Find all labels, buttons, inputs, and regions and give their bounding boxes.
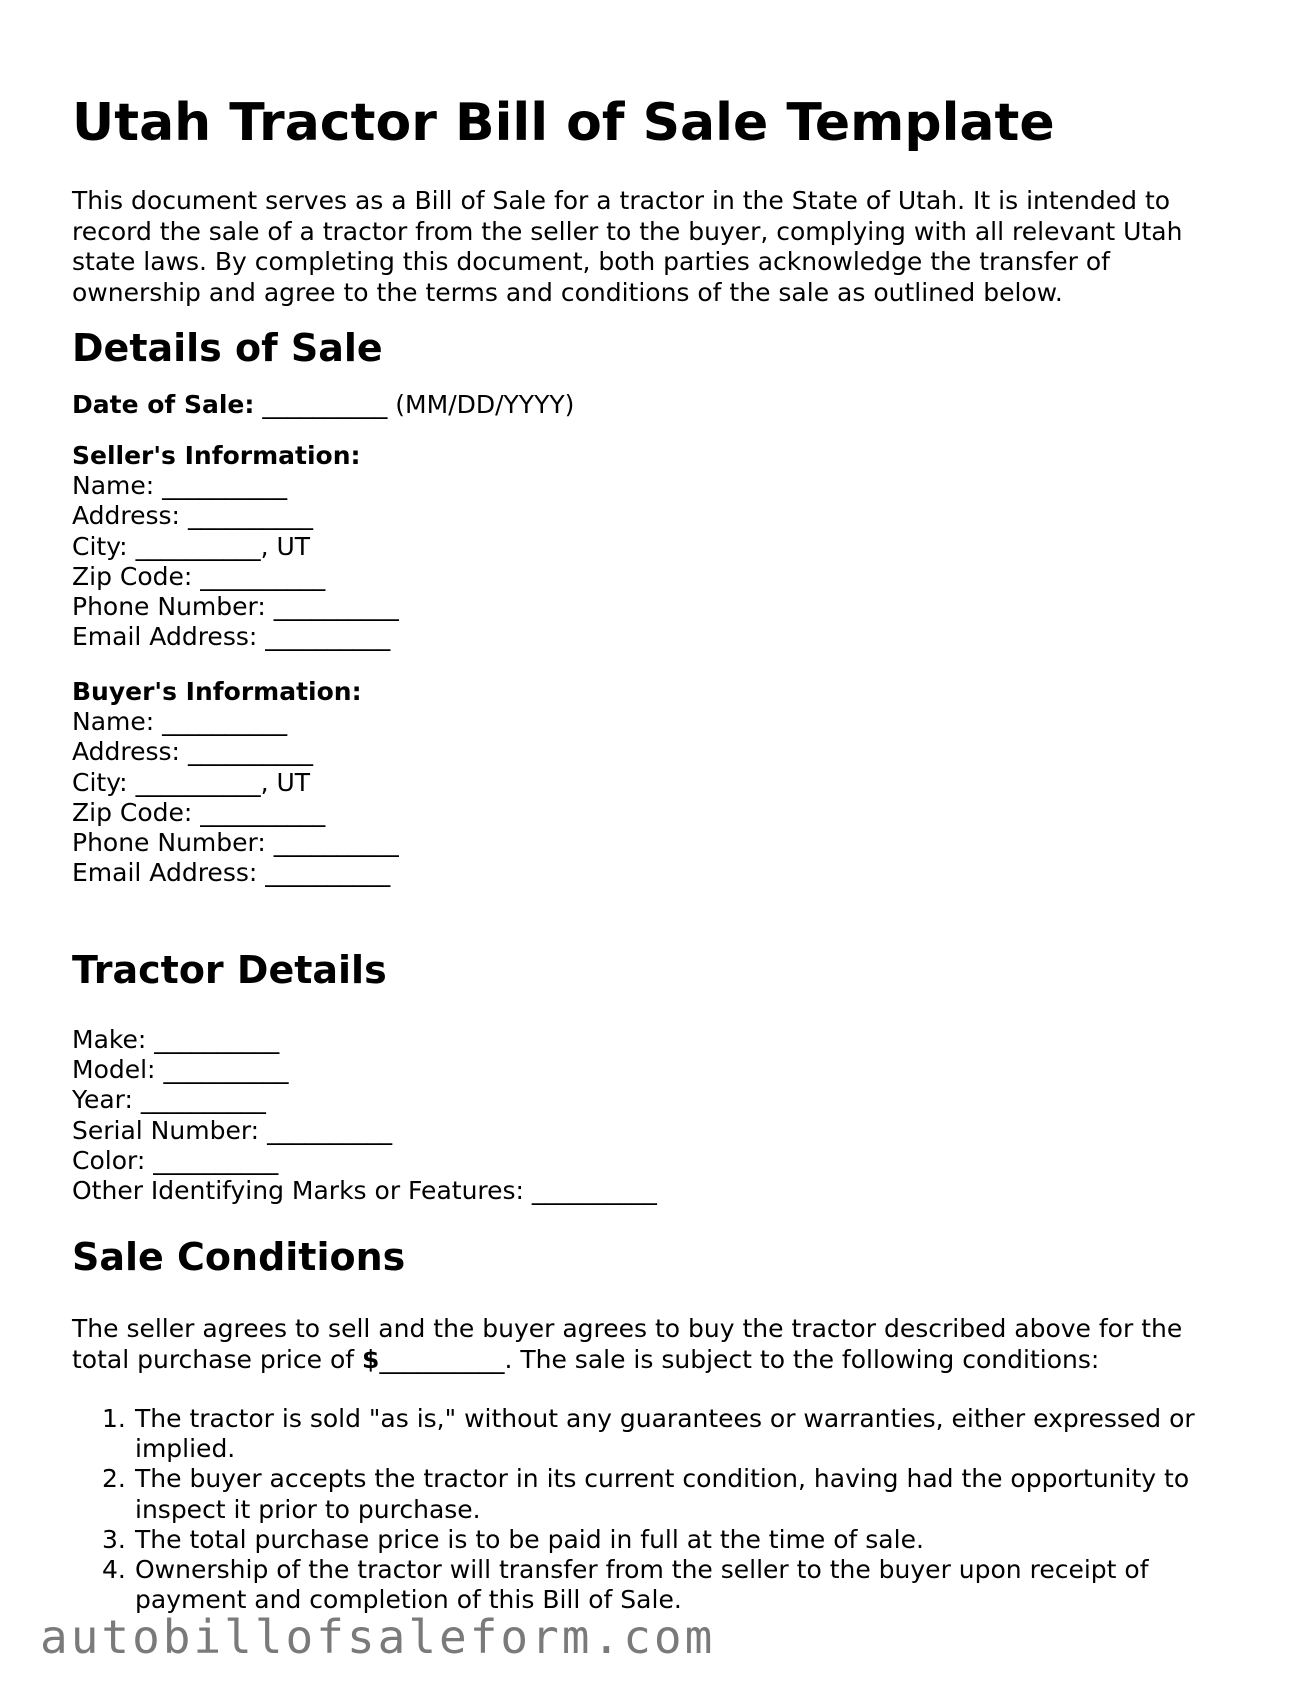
tractor-model-label: Model: [72, 1055, 156, 1085]
buyer-information-heading: Buyer's Information: [72, 677, 362, 706]
date-of-sale-blank[interactable]: __________ [262, 390, 388, 419]
buyer-name-field [72, 707, 399, 737]
list-item-number: 3. [102, 1524, 126, 1554]
buyer-zip-field [72, 798, 399, 828]
buyer-email-blank[interactable]: __________ [265, 858, 391, 888]
buyer-phone-blank[interactable]: __________ [273, 828, 399, 858]
buyer-city-field [72, 768, 399, 798]
seller-email-field [72, 622, 399, 652]
list-item-text: The tractor is sold "as is," without any guarantees or warranties, either expressed or implied. [135, 1404, 1195, 1464]
buyer-name-label: Name: [72, 707, 155, 737]
date-format-hint: (MM/DD/YYYY) [395, 390, 575, 419]
tractor-color-blank[interactable]: __________ [153, 1145, 279, 1175]
tractor-other-marks-field [72, 1176, 657, 1206]
tractor-serial-label: Serial Number: [72, 1115, 260, 1145]
seller-phone-blank[interactable]: __________ [273, 592, 399, 622]
purchase-price-blank[interactable]: __________ [379, 1344, 505, 1374]
tractor-year-field [72, 1085, 657, 1115]
tractor-color-field [72, 1146, 657, 1176]
purchase-price-text-after: . The sale is subject to the following conditions: [504, 1344, 1100, 1374]
buyer-email-field [72, 858, 399, 888]
tractor-year-blank[interactable]: __________ [140, 1085, 266, 1115]
list-item-text: Ownership of the tractor will transfer from the seller to the buyer upon receipt of payment and completion of this Bill of Sale. [135, 1555, 1149, 1615]
seller-information-heading: Seller's Information: [72, 441, 361, 470]
list-item-text: The total purchase price is to be paid in full at the time of sale. [135, 1524, 924, 1554]
seller-city-blank[interactable]: __________ [135, 531, 261, 561]
seller-name-blank[interactable]: __________ [162, 471, 288, 501]
seller-address-blank[interactable]: __________ [187, 501, 313, 531]
list-item [72, 1404, 1232, 1464]
purchase-price-paragraph [72, 1314, 1232, 1375]
buyer-phone-label: Phone Number: [72, 828, 266, 858]
details-of-sale-heading: Details of Sale [72, 326, 383, 370]
tractor-other-marks-label: Other Identifying Marks or Features: [72, 1176, 524, 1206]
seller-address-field [72, 501, 399, 531]
currency-symbol: $ [362, 1344, 380, 1374]
list-item-number: 4. [102, 1555, 126, 1585]
buyer-address-field [72, 737, 399, 767]
buyer-city-label: City: [72, 767, 128, 797]
tractor-model-field [72, 1055, 657, 1085]
buyer-address-label: Address: [72, 737, 180, 767]
buyer-zip-blank[interactable]: __________ [200, 797, 326, 827]
intro-paragraph: This document serves as a Bill of Sale for a tractor in the State of Utah. It is intended to record the sale of a tractor from the seller to the buyer, complying with all relevant Utah state laws. By completing this document, both parties acknowledge the transfer of ownership and agree to the terms and conditions of the sale as outlined below. [72, 186, 1183, 307]
buyer-information-section [72, 677, 399, 888]
seller-information-section [72, 441, 399, 652]
list-item-number: 1. [102, 1404, 126, 1433]
document-title: Utah Tractor Bill of Sale Template [72, 93, 1055, 153]
tractor-make-blank[interactable]: __________ [154, 1025, 280, 1054]
buyer-city-blank[interactable]: __________ [135, 767, 261, 797]
seller-zip-label: Zip Code: [72, 561, 193, 591]
site-watermark: autobillofsaleform.com [40, 1610, 716, 1664]
buyer-state-suffix: , UT [260, 767, 311, 797]
tractor-details-heading: Tractor Details [72, 948, 387, 992]
seller-name-label: Name: [72, 471, 155, 501]
buyer-address-blank[interactable]: __________ [187, 737, 313, 767]
date-of-sale-label: Date of Sale: [72, 390, 255, 419]
seller-email-blank[interactable]: __________ [265, 622, 391, 652]
seller-city-field [72, 532, 399, 562]
buyer-email-label: Email Address: [72, 858, 258, 888]
seller-name-field [72, 471, 399, 501]
sale-conditions-heading: Sale Conditions [72, 1235, 406, 1279]
list-item-text: The buyer accepts the tractor in its current condition, having had the opportunity to inspect it prior to purchase. [135, 1464, 1190, 1524]
seller-email-label: Email Address: [72, 622, 258, 652]
tractor-details-section [72, 1025, 657, 1206]
tractor-make-label: Make: [72, 1025, 147, 1054]
seller-state-suffix: , UT [260, 531, 311, 561]
list-item [72, 1555, 1232, 1615]
list-item-number: 2. [102, 1464, 126, 1494]
seller-phone-label: Phone Number: [72, 592, 266, 622]
tractor-make-field [72, 1025, 657, 1055]
seller-city-label: City: [72, 531, 128, 561]
tractor-serial-field [72, 1116, 657, 1146]
tractor-serial-blank[interactable]: __________ [267, 1115, 393, 1145]
tractor-other-marks-blank[interactable]: __________ [531, 1176, 657, 1206]
tractor-model-blank[interactable]: __________ [163, 1055, 289, 1085]
seller-phone-field [72, 592, 399, 622]
list-item [72, 1525, 1232, 1555]
seller-zip-blank[interactable]: __________ [200, 561, 326, 591]
purchase-price-text-before: The seller agrees to sell and the buyer agrees to buy the tractor described above for the total purchase price of [72, 1314, 1183, 1374]
buyer-zip-label: Zip Code: [72, 797, 193, 827]
buyer-phone-field [72, 828, 399, 858]
tractor-color-label: Color: [72, 1145, 146, 1175]
sale-conditions-list [72, 1404, 1232, 1615]
tractor-year-label: Year: [72, 1085, 133, 1115]
date-of-sale-field [72, 390, 574, 420]
seller-zip-field [72, 562, 399, 592]
buyer-name-blank[interactable]: __________ [162, 707, 288, 737]
seller-address-label: Address: [72, 501, 180, 531]
list-item [72, 1464, 1232, 1524]
